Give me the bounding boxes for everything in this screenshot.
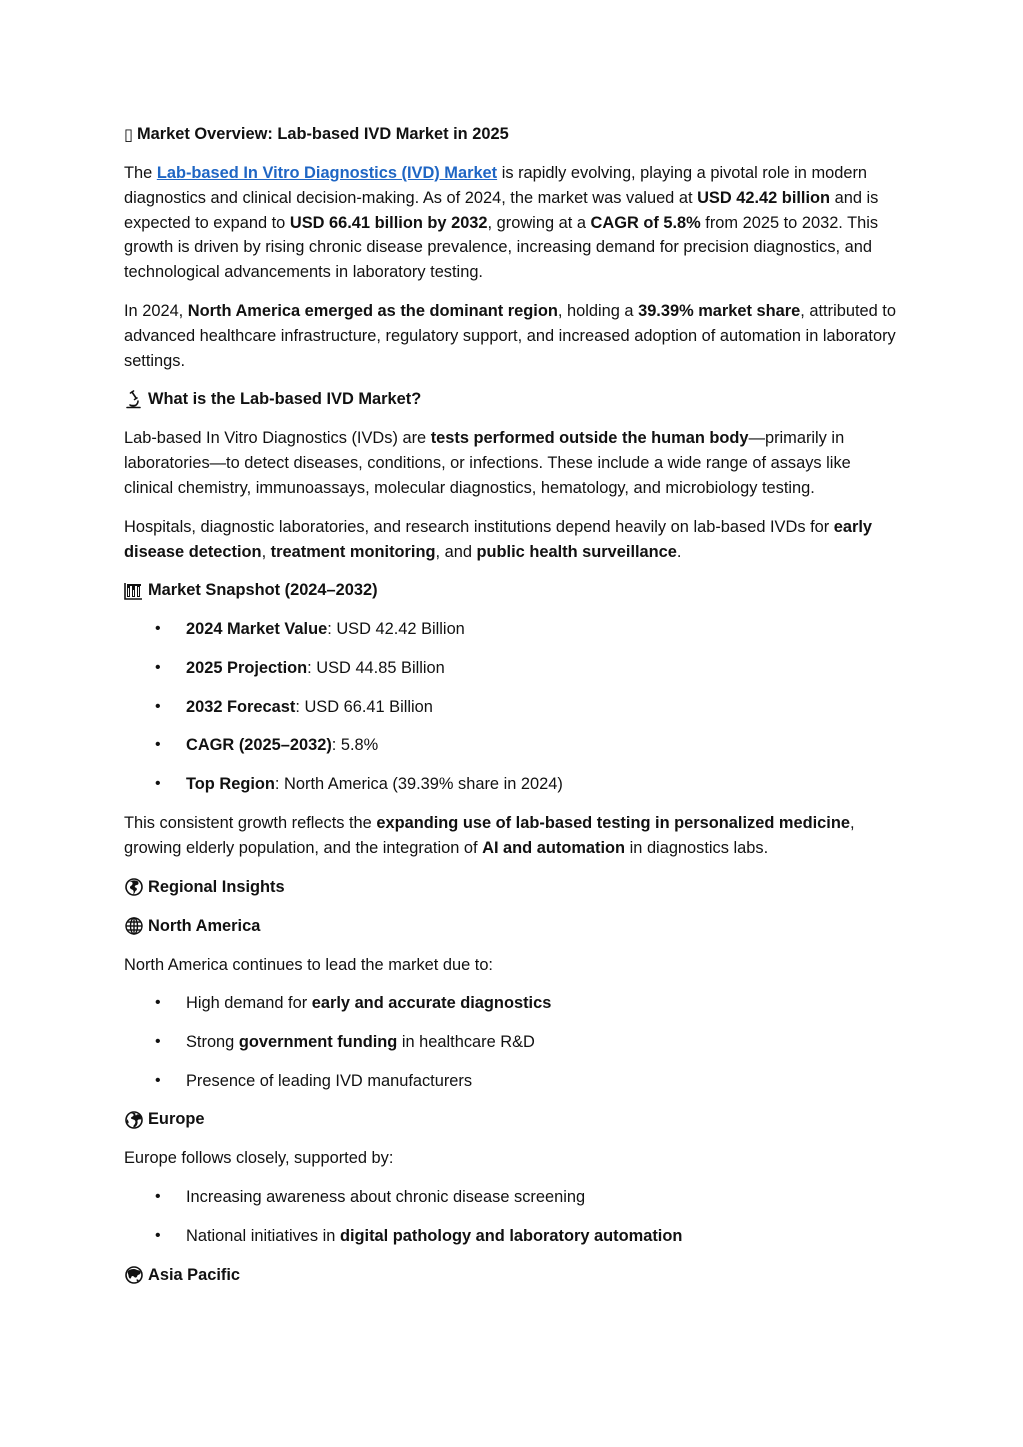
list-item: • Presence of leading IVD manufacturers — [124, 1069, 904, 1094]
list-item: • 2025 Projection: USD 44.85 Billion — [124, 656, 904, 681]
snapshot-heading — [124, 578, 904, 603]
list-item: • Strong government funding in healthcare R&D — [124, 1030, 904, 1055]
overview-heading-text: Market Overview: Lab-based IVD Market in 2025 — [137, 125, 509, 143]
missing-glyph-icon: ▯ — [124, 125, 134, 144]
document-page — [124, 122, 904, 1302]
list-item: • Increasing awareness about chronic disease screening — [124, 1185, 904, 1210]
globe-americas-icon — [124, 878, 143, 897]
microscope-icon — [124, 390, 143, 409]
north-america-heading-text: North America — [148, 916, 261, 935]
asia-pacific-heading — [124, 1263, 904, 1288]
regional-heading — [124, 875, 904, 900]
europe-intro: Europe follows closely, supported by: — [124, 1149, 394, 1168]
north-america-intro: North America continues to lead the market due to: — [124, 955, 493, 974]
overview-heading — [124, 122, 904, 147]
list-item: • 2024 Market Value: USD 42.42 Billion — [124, 617, 904, 642]
europe-heading — [124, 1107, 904, 1132]
europe-heading-text: Europe — [148, 1110, 205, 1129]
list-item: • High demand for early and accurate diagnostics — [124, 991, 904, 1016]
list-item: • Top Region: North America (39.39% share in 2024) — [124, 772, 904, 797]
what-heading — [124, 387, 904, 412]
snapshot-list — [124, 617, 904, 797]
globe-europe-icon — [124, 1110, 143, 1129]
globe-asia-icon — [124, 1266, 143, 1285]
list-item: • National initiatives in digital pathology and laboratory automation — [124, 1224, 904, 1249]
europe-list — [124, 1185, 904, 1248]
north-america-heading — [124, 914, 904, 939]
what-paragraph-2: Hospitals, diagnostic laboratories, and research institutions depend heavily on lab-based IVDs for early disease detection, treatment monitoring, and public health surveillance. — [124, 517, 873, 561]
asia-pacific-heading-text: Asia Pacific — [148, 1265, 241, 1284]
overview-paragraph-2: In 2024, North America emerged as the dominant region, holding a 39.39% market share, attributed to advanced healthcare infrastructure, regulatory support, and increased adoption of automation in laboratory settings. — [124, 301, 896, 370]
globe-meridians-icon — [124, 917, 143, 936]
what-heading-text: What is the Lab-based IVD Market? — [148, 390, 422, 409]
snapshot-paragraph: This consistent growth reflects the expanding use of lab-based testing in personalized medicine, growing elderly population, and the integration of AI and automation in diagnostics labs. — [124, 813, 855, 857]
list-item: • 2032 Forecast: USD 66.41 Billion — [124, 695, 904, 720]
north-america-list — [124, 991, 904, 1093]
bar-chart-icon — [124, 581, 143, 600]
regional-heading-text: Regional Insights — [148, 877, 285, 896]
overview-paragraph-1: The Lab-based In Vitro Diagnostics (IVD) Market is rapidly evolving, playing a pivotal role in modern diagnostics and clinical decision-making. As of 2024, the market was valued at USD 42.42 billion and is expected to expand to USD 66.41 billion by 2032, growing at a CAGR of 5.8% from 2025 to 2032. This growth is driven by rising chronic disease prevalence, increasing demand for precision diagnostics, and technological advancements in laboratory testing. — [124, 164, 879, 282]
ivd-market-link[interactable]: Lab-based In Vitro Diagnostics (IVD) Market — [156, 164, 498, 182]
what-paragraph-1: Lab-based In Vitro Diagnostics (IVDs) are tests performed outside the human body—primarily in laboratories—to detect diseases, conditions, or infections. These include a wide range of assays like clinical chemistry, immunoassays, molecular diagnostics, hematology, and microbiology testing. — [124, 429, 851, 497]
list-item: • CAGR (2025–2032): 5.8% — [124, 733, 904, 758]
snapshot-heading-text: Market Snapshot (2024–2032) — [148, 581, 378, 600]
